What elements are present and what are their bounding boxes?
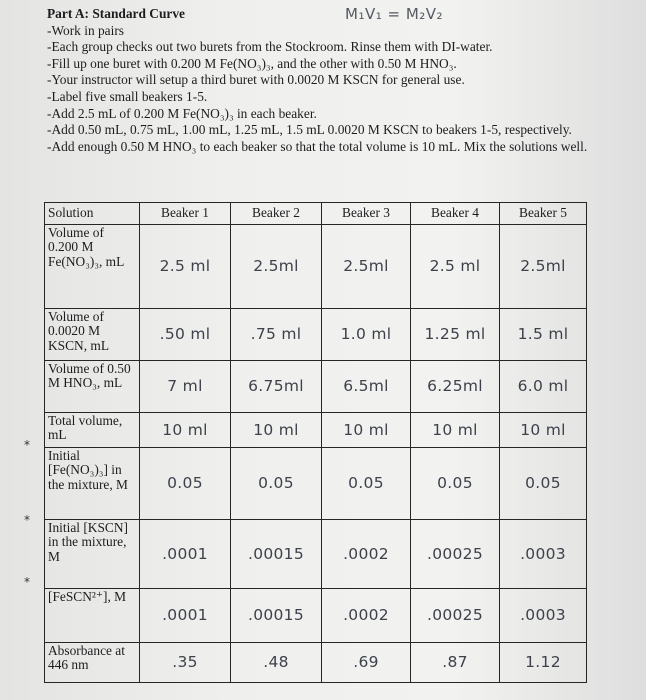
cell-value: .0003 <box>500 589 587 643</box>
column-header-beaker-5: Beaker 5 <box>500 203 587 225</box>
instruction-line: -Fill up one buret with 0.200 M Fe(NO₃)₃, and the other with 0.50 M HNO₃. <box>47 55 457 71</box>
cell-value: 6.75ml <box>231 361 322 413</box>
table-row <box>45 643 587 683</box>
cell-value: 0.05 <box>322 448 411 520</box>
column-header-beaker-2: Beaker 2 <box>231 203 322 225</box>
column-header-beaker-4: Beaker 4 <box>411 203 500 225</box>
cell-value: .00025 <box>411 589 500 643</box>
cell-value: .0002 <box>322 520 411 589</box>
cell-value: 2.5 ml <box>411 225 500 309</box>
cell-value: 10 ml <box>411 413 500 448</box>
cell-value: 1.25 ml <box>411 309 500 361</box>
instruction-line: -Add enough 0.50 M HNO₃ to each beaker so that the total volume is 10 mL. Mix the solutions well. <box>47 138 588 154</box>
cell-value: .0003 <box>500 520 587 589</box>
instruction-line: -Label five small beakers 1-5. <box>47 88 208 104</box>
cell-value: 10 ml <box>140 413 231 448</box>
cell-value: 0.05 <box>140 448 231 520</box>
table-header-row <box>45 203 587 225</box>
row-label: Total volume, mL <box>45 413 140 448</box>
column-header-solution: Solution <box>45 203 140 225</box>
cell-value: 2.5ml <box>231 225 322 309</box>
cell-value: 6.0 ml <box>500 361 587 413</box>
instruction-line: -Add 2.5 mL of 0.200 M Fe(NO₃)₃ in each beaker. <box>47 105 317 121</box>
table-row <box>45 309 587 361</box>
row-label: Volume of 0.50 M HNO₃, mL <box>45 361 140 413</box>
table-row <box>45 520 587 589</box>
cell-value: 10 ml <box>322 413 411 448</box>
instruction-line: -Each group checks out two burets from the Stockroom. Rinse them with DI-water. <box>47 39 493 55</box>
table-row <box>45 225 587 309</box>
cell-value: 0.05 <box>231 448 322 520</box>
standard-curve-table <box>44 202 587 683</box>
row-label: Volume of 0.0020 M KSCN, mL <box>45 309 140 361</box>
row-label: [FeSCN²⁺], M <box>45 589 140 643</box>
cell-value: 10 ml <box>500 413 587 448</box>
cell-value: 6.5ml <box>322 361 411 413</box>
cell-value: .75 ml <box>231 309 322 361</box>
row-label: Initial [KSCN] in the mixture, M <box>45 520 140 589</box>
cell-value: .87 <box>411 643 500 683</box>
table-row <box>45 589 587 643</box>
instruction-line: -Add 0.50 mL, 0.75 mL, 1.00 mL, 1.25 mL, 1.5 mL 0.0020 M KSCN to beakers 1-5, respectively. <box>47 122 572 138</box>
instruction-line: -Your instructor will setup a third buret with 0.0020 M KSCN for general use. <box>47 72 465 88</box>
cell-value: 1.0 ml <box>322 309 411 361</box>
cell-value: .00015 <box>231 520 322 589</box>
row-label: Initial [Fe(NO₃)₃] in the mixture, M <box>45 448 140 520</box>
instruction-line: -Work in pairs <box>47 22 125 38</box>
cell-value: 7 ml <box>140 361 231 413</box>
cell-value: 10 ml <box>231 413 322 448</box>
row-label: Volume of 0.200 M Fe(NO₃)₃, mL <box>45 225 140 309</box>
table-row <box>45 413 587 448</box>
margin-star-mark: * <box>24 438 30 452</box>
cell-value: 2.5ml <box>322 225 411 309</box>
cell-value: 1.5 ml <box>500 309 587 361</box>
cell-value: 2.5ml <box>500 225 587 309</box>
margin-star-mark: * <box>24 575 30 589</box>
column-header-beaker-3: Beaker 3 <box>322 203 411 225</box>
cell-value: .0002 <box>322 589 411 643</box>
cell-value: .00025 <box>411 520 500 589</box>
cell-value: .69 <box>322 643 411 683</box>
cell-value: .48 <box>231 643 322 683</box>
handwritten-equation: M₁V₁ = M₂V₂ <box>345 5 444 23</box>
section-title: Part A: Standard Curve <box>47 6 185 21</box>
margin-star-mark: * <box>24 513 30 527</box>
cell-value: .00015 <box>231 589 322 643</box>
cell-value: .0001 <box>140 589 231 643</box>
table-row <box>45 448 587 520</box>
cell-value: .35 <box>140 643 231 683</box>
cell-value: .0001 <box>140 520 231 589</box>
column-header-beaker-1: Beaker 1 <box>140 203 231 225</box>
cell-value: 6.25ml <box>411 361 500 413</box>
row-label: Absorbance at 446 nm <box>45 643 140 683</box>
table-row <box>45 361 587 413</box>
instructions <box>47 6 607 155</box>
cell-value: 2.5 ml <box>140 225 231 309</box>
cell-value: .50 ml <box>140 309 231 361</box>
cell-value: 0.05 <box>500 448 587 520</box>
cell-value: 1.12 <box>500 643 587 683</box>
cell-value: 0.05 <box>411 448 500 520</box>
